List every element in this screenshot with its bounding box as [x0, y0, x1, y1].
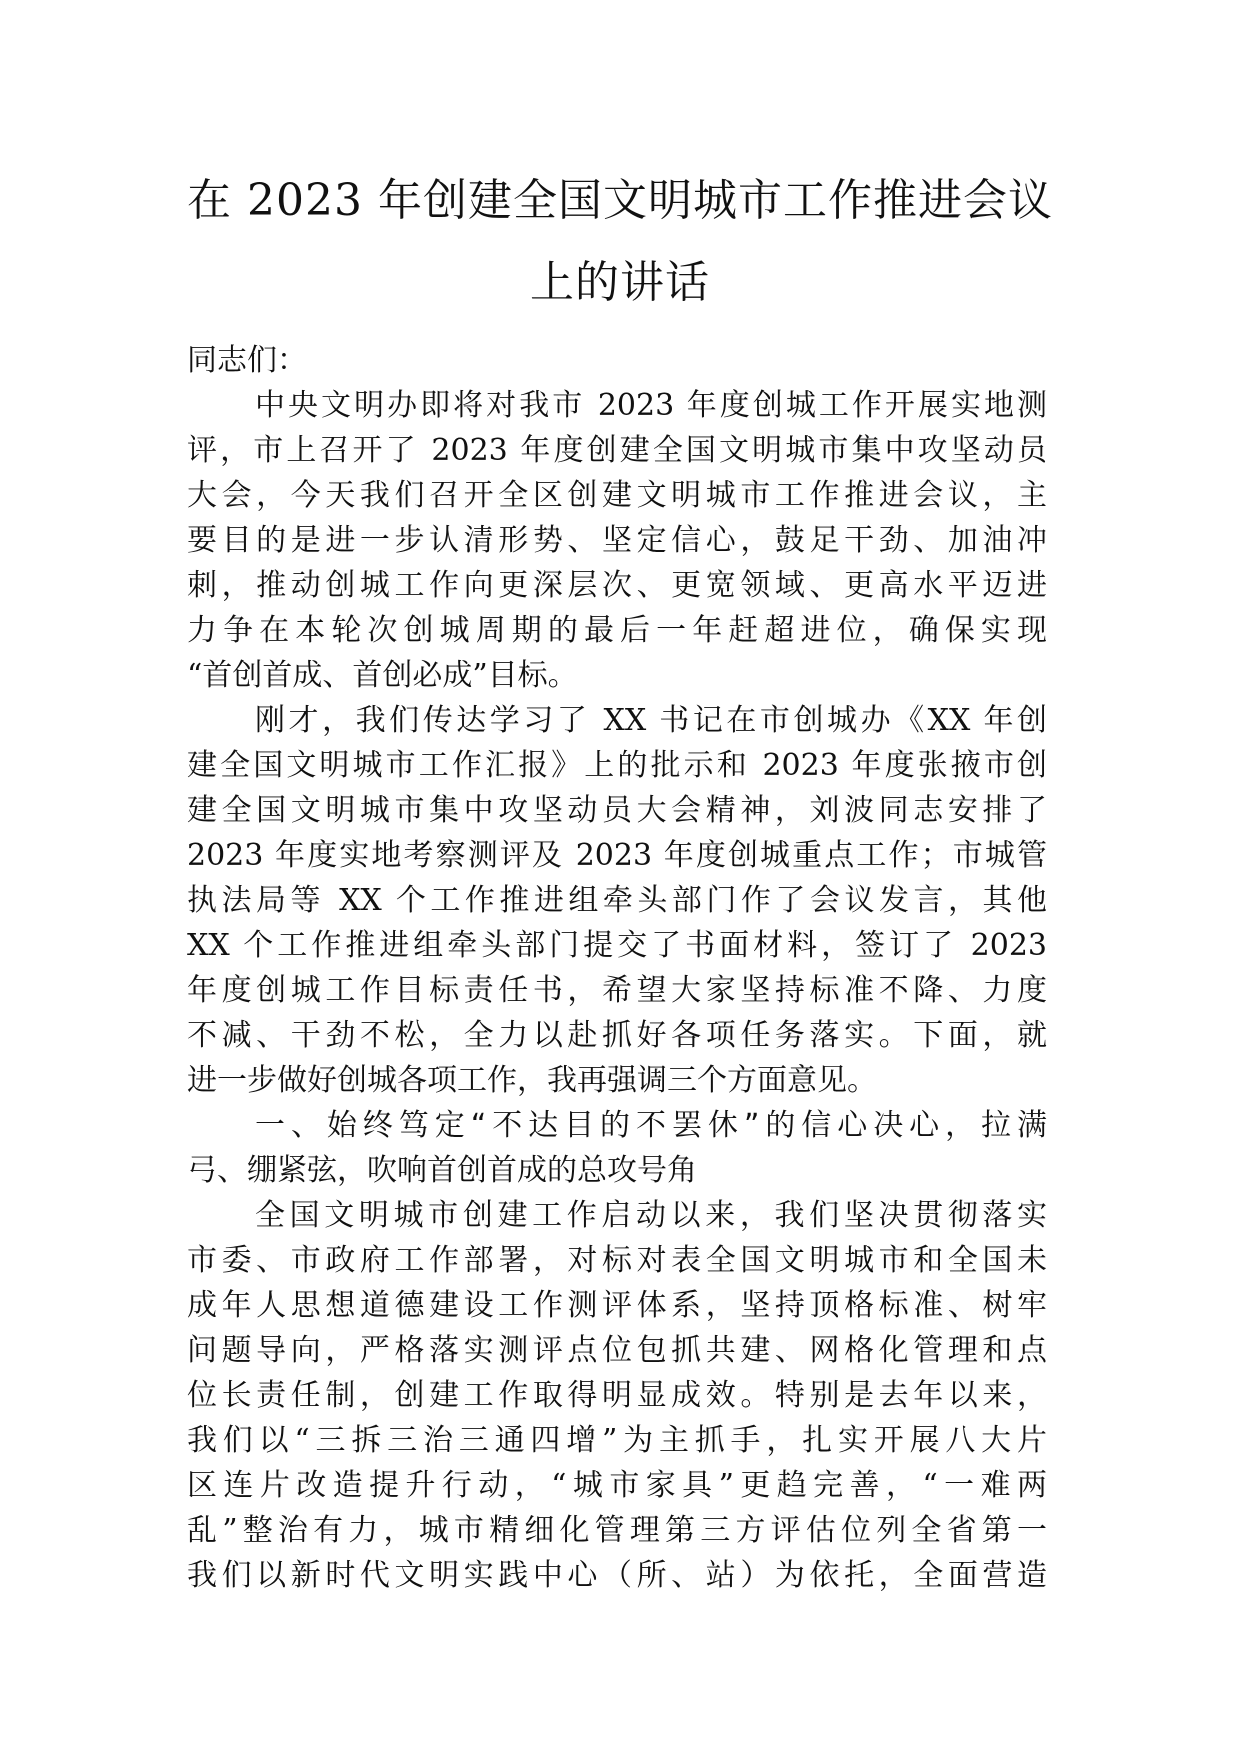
body-line: 不减、干劲不松，全力以赴抓好各项任务落实。下面，就	[187, 1018, 1047, 1053]
body-lines	[187, 383, 1047, 1598]
body-line: 刺，推动创城工作向更深层次、更宽领域、更高水平迈进	[187, 568, 1047, 603]
body-line: 年度创城工作目标责任书，希望大家坚持标准不降、力度	[187, 973, 1047, 1008]
body-line: 成年人思想道德建设工作测评体系，坚持顶格标准、树牢	[187, 1288, 1047, 1323]
body-line: 建全国文明城市工作汇报》上的批示和 2023 年度张掖市创	[187, 748, 1047, 783]
body-line: 执法局等 XX 个工作推进组牵头部门作了会议发言，其他	[187, 883, 1047, 918]
document-title	[150, 160, 1090, 324]
body-line: 全国文明城市创建工作启动以来，我们坚决贯彻落实	[255, 1198, 1047, 1233]
body-line: 刚才，我们传达学习了 XX 书记在市创城办《XX 年创	[255, 703, 1047, 738]
body-line: 建全国文明城市集中攻坚动员大会精神，刘波同志安排了	[187, 793, 1047, 828]
salutation: 同志们：	[187, 343, 307, 378]
title-line-1: 在 2023 年创建全国文明城市工作推进会议	[187, 175, 1053, 226]
body-line: 2023 年度实地考察测评及 2023 年度创城重点工作；市城管	[187, 838, 1047, 873]
body-line: 力争在本轮次创城周期的最后一年赶超进位，确保实现	[187, 613, 1047, 648]
body-line: 区连片改造提升行动，“城市家具”更趋完善，“一难两	[187, 1468, 1047, 1503]
body-line: 位长责任制，创建工作取得明显成效。特别是去年以来，	[187, 1378, 1047, 1413]
body-line: “首创首成、首创必成”目标。	[187, 658, 578, 693]
body-line: 中央文明办即将对我市 2023 年度创城工作开展实地测	[255, 388, 1047, 423]
document-body	[187, 338, 1047, 1598]
body-line: XX 个工作推进组牵头部门提交了书面材料，签订了 2023	[187, 928, 1047, 963]
body-line: 我们以“三拆三治三通四增”为主抓手，扎实开展八大片	[187, 1423, 1047, 1458]
body-line: 要目的是进一步认清形势、坚定信心，鼓足干劲、加油冲	[187, 523, 1047, 558]
body-line: 我们以新时代文明实践中心（所、站）为依托，全面营造	[187, 1558, 1047, 1593]
body-line: 进一步做好创城各项工作，我再强调三个方面意见。	[187, 1063, 877, 1098]
body-line: 市委、市政府工作部署，对标对表全国文明城市和全国未	[187, 1243, 1047, 1278]
section-heading-line: 一、始终笃定“不达目的不罢休”的信心决心，拉满	[255, 1108, 1047, 1143]
body-line: 大会，今天我们召开全区创建文明城市工作推进会议，主	[187, 478, 1047, 513]
body-line: 问题导向，严格落实测评点位包抓共建、网格化管理和点	[187, 1333, 1047, 1368]
section-heading-line: 弓、绷紧弦，吹响首创首成的总攻号角	[187, 1153, 697, 1188]
title-line-2: 上的讲话	[530, 257, 710, 308]
body-line: 评，市上召开了 2023 年度创建全国文明城市集中攻坚动员	[187, 433, 1047, 468]
body-line: 乱”整治有力，城市精细化管理第三方评估位列全省第一	[187, 1513, 1047, 1548]
